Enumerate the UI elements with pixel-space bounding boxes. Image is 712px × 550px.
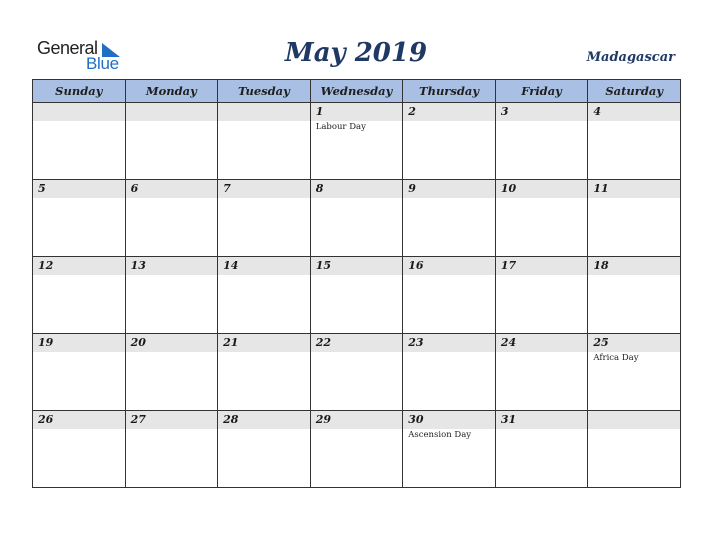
country-label: Madagascar bbox=[586, 50, 675, 65]
day-number: 16 bbox=[408, 259, 424, 272]
day-number: 7 bbox=[223, 182, 231, 195]
day-number: 17 bbox=[500, 259, 517, 272]
day-number-bar bbox=[496, 103, 588, 121]
day-cell bbox=[588, 411, 681, 488]
day-number: 27 bbox=[130, 413, 146, 426]
day-cell bbox=[310, 411, 403, 488]
day-cell bbox=[218, 257, 311, 334]
day-cell bbox=[125, 334, 218, 411]
weekday-header: Sunday bbox=[33, 80, 126, 103]
day-number-bar bbox=[218, 103, 310, 121]
day-number: 30 bbox=[408, 413, 424, 426]
calendar-grid bbox=[32, 79, 681, 488]
day-cell bbox=[310, 334, 403, 411]
day-number: 25 bbox=[593, 336, 609, 349]
day-number-bar bbox=[33, 411, 125, 429]
day-number: 22 bbox=[315, 336, 331, 349]
day-number-bar bbox=[33, 257, 125, 275]
day-number: 2 bbox=[408, 105, 416, 118]
day-number-bar bbox=[403, 334, 495, 352]
day-number-bar bbox=[403, 257, 495, 275]
day-number-bar bbox=[588, 257, 680, 275]
day-number-bar bbox=[126, 411, 218, 429]
day-number: 9 bbox=[408, 182, 416, 195]
weekday-header: Monday bbox=[125, 80, 218, 103]
day-number-bar bbox=[311, 257, 403, 275]
logo-text-blue: Blue bbox=[86, 54, 119, 73]
day-number: 5 bbox=[38, 182, 46, 195]
day-number: 28 bbox=[223, 413, 239, 426]
day-cell bbox=[33, 334, 126, 411]
day-cell bbox=[218, 411, 311, 488]
day-number-bar bbox=[33, 103, 125, 121]
calendar-title: May 2019 bbox=[284, 38, 428, 68]
weekday-header: Thursday bbox=[403, 80, 496, 103]
day-cell bbox=[403, 411, 496, 488]
day-number: 19 bbox=[38, 336, 54, 349]
logo-text-general: General bbox=[37, 38, 98, 58]
day-number-bar bbox=[496, 180, 588, 198]
day-number: 4 bbox=[593, 105, 602, 118]
day-cell bbox=[588, 257, 681, 334]
weekday-header: Friday bbox=[495, 80, 588, 103]
day-cell bbox=[588, 180, 681, 257]
day-number: 8 bbox=[315, 182, 324, 195]
day-number-bar bbox=[33, 180, 125, 198]
day-number-bar bbox=[588, 180, 680, 198]
week-row bbox=[33, 103, 681, 180]
day-number: 14 bbox=[223, 259, 239, 272]
day-number: 26 bbox=[38, 413, 54, 426]
day-number-bar bbox=[126, 257, 218, 275]
day-number-bar bbox=[311, 103, 403, 121]
weekday-header: Wednesday bbox=[310, 80, 403, 103]
day-number-bar bbox=[496, 257, 588, 275]
day-cell bbox=[125, 103, 218, 180]
day-number-bar bbox=[588, 411, 680, 429]
day-number-bar bbox=[496, 411, 588, 429]
week-row bbox=[33, 257, 681, 334]
day-number-bar bbox=[588, 103, 680, 121]
day-number-bar bbox=[588, 334, 680, 352]
day-number: 12 bbox=[38, 259, 54, 272]
day-cell bbox=[495, 257, 588, 334]
day-cell bbox=[125, 257, 218, 334]
day-cell bbox=[310, 257, 403, 334]
day-number: 24 bbox=[500, 336, 517, 349]
holiday-label: Africa Day bbox=[593, 353, 639, 363]
weekday-header: Saturday bbox=[588, 80, 681, 103]
day-number-bar bbox=[496, 334, 588, 352]
day-cell bbox=[588, 103, 681, 180]
week-row bbox=[33, 180, 681, 257]
day-cell bbox=[33, 257, 126, 334]
day-number-bar bbox=[126, 180, 218, 198]
day-cell bbox=[125, 180, 218, 257]
day-cell bbox=[33, 411, 126, 488]
day-number: 18 bbox=[593, 259, 609, 272]
day-number-bar bbox=[218, 257, 310, 275]
day-number-bar bbox=[403, 180, 495, 198]
day-cell bbox=[125, 411, 218, 488]
day-number: 10 bbox=[500, 182, 517, 195]
day-number: 6 bbox=[130, 182, 139, 195]
day-cell bbox=[495, 411, 588, 488]
day-cell bbox=[218, 334, 311, 411]
week-row bbox=[33, 334, 681, 411]
day-number-bar bbox=[311, 334, 403, 352]
day-cell bbox=[310, 103, 403, 180]
day-cell bbox=[33, 103, 126, 180]
day-number-bar bbox=[126, 103, 218, 121]
day-number-bar bbox=[126, 334, 218, 352]
day-number: 31 bbox=[500, 413, 517, 426]
day-cell bbox=[403, 180, 496, 257]
day-number-bar bbox=[33, 334, 125, 352]
day-cell bbox=[495, 180, 588, 257]
day-cell bbox=[403, 334, 496, 411]
week-row bbox=[33, 411, 681, 488]
day-cell bbox=[588, 334, 681, 411]
day-number-bar bbox=[218, 180, 310, 198]
day-number-bar bbox=[311, 411, 403, 429]
day-number: 13 bbox=[130, 259, 146, 272]
day-cell bbox=[218, 180, 311, 257]
day-number-bar bbox=[403, 103, 495, 121]
day-number-bar bbox=[218, 334, 310, 352]
day-cell bbox=[403, 257, 496, 334]
day-number: 3 bbox=[500, 105, 509, 118]
day-cell bbox=[310, 180, 403, 257]
day-number-bar bbox=[403, 411, 495, 429]
day-cell bbox=[403, 103, 496, 180]
holiday-label: Ascension Day bbox=[408, 430, 472, 440]
weekday-header-row bbox=[33, 80, 681, 103]
weekday-header: Tuesday bbox=[218, 80, 311, 103]
holiday-label: Labour Day bbox=[315, 122, 366, 132]
day-number-bar bbox=[311, 180, 403, 198]
day-number: 1 bbox=[315, 105, 324, 118]
day-number: 15 bbox=[315, 259, 331, 272]
day-cell bbox=[495, 103, 588, 180]
day-number: 20 bbox=[130, 336, 146, 349]
day-number: 21 bbox=[223, 336, 239, 349]
day-number: 29 bbox=[315, 413, 331, 426]
day-number-bar bbox=[218, 411, 310, 429]
day-cell bbox=[33, 180, 126, 257]
day-cell bbox=[495, 334, 588, 411]
day-number: 23 bbox=[408, 336, 424, 349]
day-cell bbox=[218, 103, 311, 180]
day-number: 11 bbox=[593, 182, 609, 195]
